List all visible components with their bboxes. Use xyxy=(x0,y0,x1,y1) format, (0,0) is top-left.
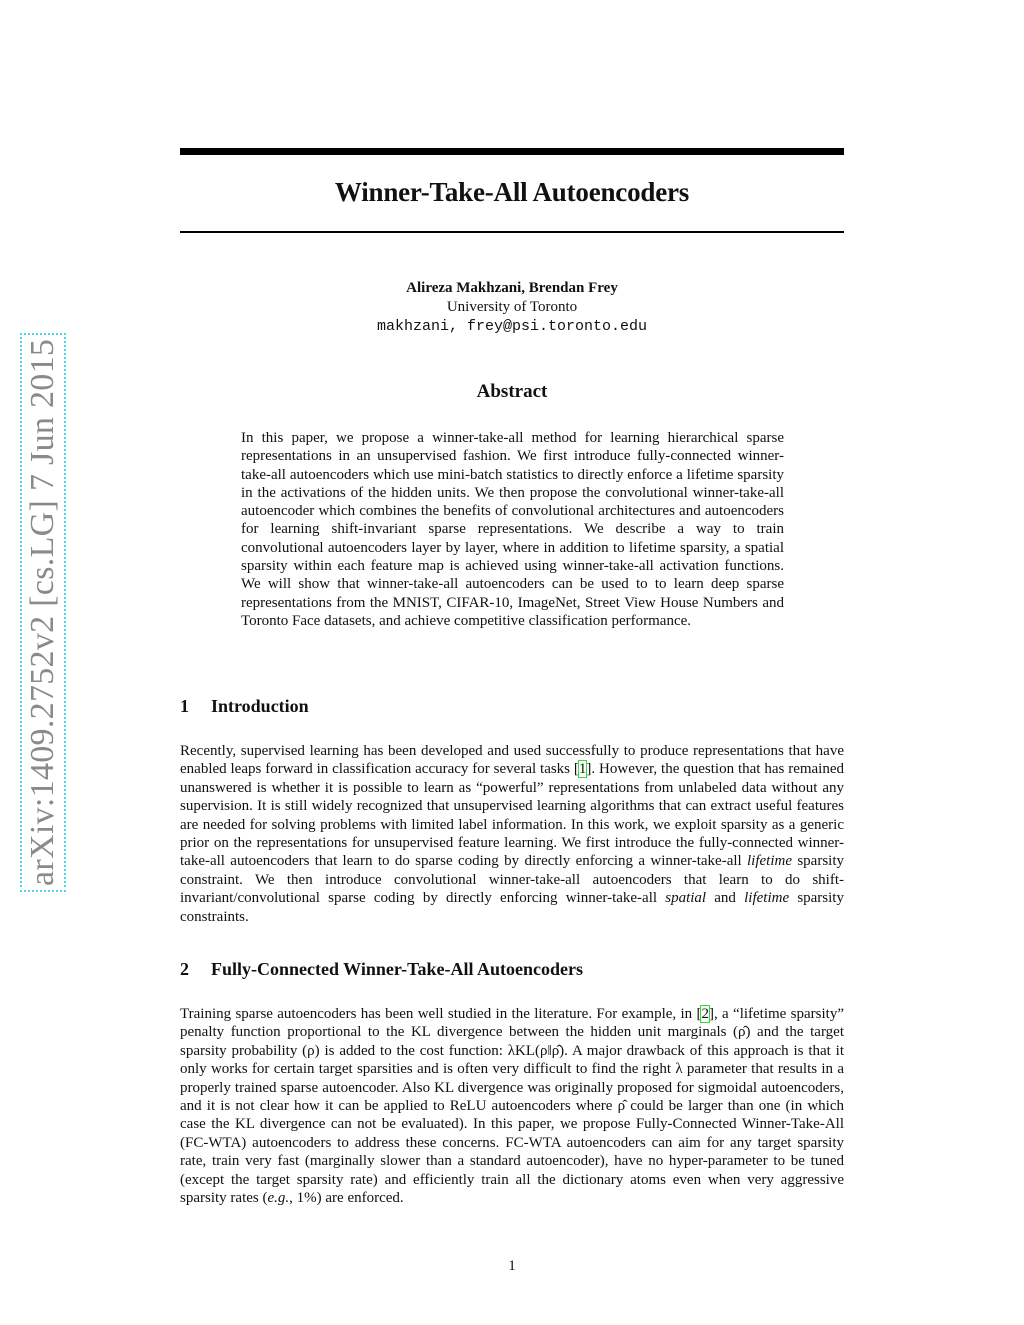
text-run: , 1%) are enforced. xyxy=(289,1190,404,1207)
emphasis-eg: e.g. xyxy=(267,1190,290,1207)
emphasis-lifetime: lifetime xyxy=(744,890,790,907)
section-1-heading xyxy=(180,696,309,717)
emphasis-spatial: spatial xyxy=(665,890,707,907)
author-email[interactable]: makhzani, frey@psi.toronto.edu xyxy=(376,318,648,335)
text-run: ]. However, the question that has remained unanswered is whether it is possible to learn as “powerful” representations from unlabeled data without any supervision. It is still widely recognized that unsupervised learning algorithms that can extract useful features are needed for solving problems with limited label information. In this work, we exploit sparsity as a generic prior on the representations for unsupervised feature learning. We first introduce the fully-connected winner-take-all autoencoders that learn to do sparse coding by directly enforcing a winner-take-all xyxy=(180,761,844,870)
author-affiliation: University of Toronto xyxy=(446,299,578,315)
section-1-number: 1 xyxy=(180,696,189,716)
section-2-number: 2 xyxy=(180,959,189,979)
author-names: Alireza Makhzani, Brendan Frey xyxy=(406,280,618,296)
title-rule-bottom xyxy=(180,231,844,233)
text-run: sparsity constraint. We then introduce convolutional winner-take-all autoencoders that learn to do shift-invariant/convolutional sparse coding by directly enforcing winner-take-all xyxy=(180,853,845,907)
section-2-title: Fully-Connected Winner-Take-All Autoencoders xyxy=(211,959,584,979)
title-rule-top xyxy=(180,148,844,155)
paper-title: Winner-Take-All Autoencoders xyxy=(334,177,690,207)
text-run: sparsity constraints. xyxy=(180,890,844,925)
citation-link-2[interactable]: 2 xyxy=(701,1006,709,1022)
section-2-heading xyxy=(180,959,583,980)
author-block xyxy=(180,279,844,336)
text-run: Training sparse autoencoders has been well studied in the literature. For example, in [ xyxy=(180,1006,702,1022)
arxiv-side-stamp[interactable]: arXiv:1409.2752v2 [cs.LG] 7 Jun 2015 xyxy=(24,338,61,886)
section-2-paragraph xyxy=(180,1005,844,1207)
abstract-heading: Abstract xyxy=(476,381,548,402)
abstract-text: In this paper, we propose a winner-take-all method for learning hierarchical sparse representations in an unsupervised fashion. We first introduce fully-connected winner-take-all autoencoders which use mini-batch statistics to directly enforce a lifetime sparsity in the activations of the hidden units. We then propose the convolutional winner-take-all autoencoder which combines the benefits of convolutional architectures and autoencoders for learning shift-invariant sparse representations. We describe a way to train convolutional autoencoders layer by layer, where in addition to lifetime sparsity, a spatial sparsity within each feature map is achieved using winner-take-all activation functions. We will show that winner-take-all autoencoders can be used to to learn deep sparse representations from the MNIST, CIFAR-10, ImageNet, Street View House Numbers and Toronto Face datasets, and achieve competitive classification performance. xyxy=(241,430,784,629)
section-1-title: Introduction xyxy=(211,696,309,716)
text-run: Recently, supervised learning has been developed and used successfully to produce representations that have enabled leaps forward in classification accuracy for several tasks [ xyxy=(180,743,844,778)
citation-link-1[interactable]: 1 xyxy=(578,761,587,778)
section-1-paragraph xyxy=(180,742,844,926)
text-run: ], a “lifetime sparsity” penalty function proportional to the KL divergence between the hidden unit marginals (ρ̂) and the target sparsity probability (ρ) is added to the cost function: λKL(ρ‖ρ̂). A major drawback of this approach is that it only works for certain target sparsities and is often very difficult to find the right λ parameter that results in a properly trained sparse autoencoder. Also KL divergence was originally proposed for sigmoidal autoencoders, and it is not clear how it can be applied to ReLU autoencoders where ρ̂ could be larger than one (in which case the KL divergence can not be evaluated). In this paper, we propose Fully-Connected Winner-Take-All (FC-WTA) autoencoders to address these concerns. FC-WTA autoencoders can aim for any target sparsity rate, train very fast (marginally slower than a standard autoencoder), have no hyper-parameter to be tuned (except the target sparsity rate) and efficiently train all the dictionary atoms even when very aggressive sparsity rates ( xyxy=(180,1006,844,1207)
page-number: 1 xyxy=(508,1258,516,1274)
emphasis-lifetime: lifetime xyxy=(747,853,793,870)
text-run: and xyxy=(706,890,745,907)
